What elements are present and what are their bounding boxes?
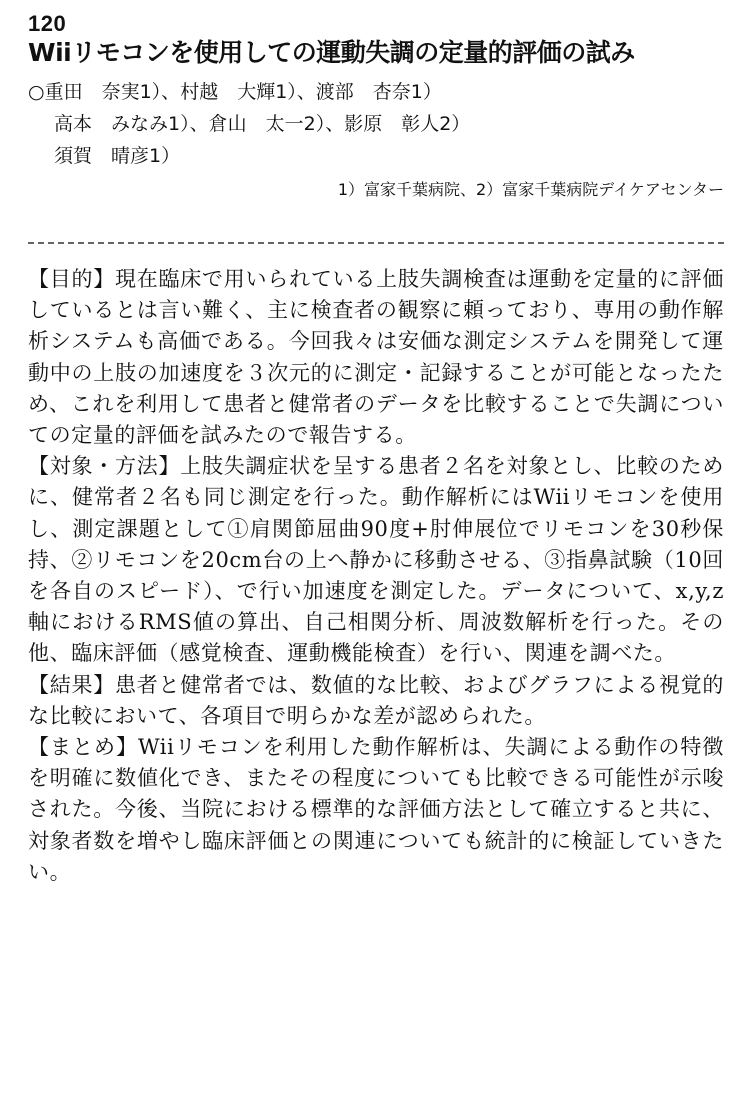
section-divider [28,242,724,244]
abstract-title: Wiiリモコンを使用しての運動失調の定量的評価の試み [28,38,635,67]
section-text: Wiiリモコンを利用した動作解析は、失調による動作の特徴を明確に数値化でき、またその程度についても比較できる可能性が示唆された。今後、当院における標準的な評価方法として確立すると共に、対象者数を増やし臨床評価との関連についても統計的に検証していきたい。 [28,735,725,884]
section-results [28,670,724,732]
section-text: 現在臨床で用いられている上肢失調検査は運動を定量的に評価しているとは言い難く、主に検査者の観察に頼っており、専用の動作解析システムも高価である。今回我々は安価な測定システムを開発して運動中の上肢の加速度を３次元的に測定・記録することが可能となったため、これを利用して患者と健常者のデータを比較することで失調についての定量的評価を試みたので報告する。 [28,267,724,448]
section-heading: 【結果】 [28,672,116,697]
abstract-body [28,264,724,888]
author-line-2: 高本 みなみ1）、倉山 太一2）、影原 彰人2） [54,113,471,135]
section-heading: 【まとめ】 [28,735,138,760]
abstract-page [28,12,724,888]
section-methods [28,451,724,669]
author-line-3 [28,140,724,172]
author-name: 高本 みなみ1） [54,113,190,135]
author-name: 影原 彰人2） [344,113,471,135]
author-name: 須賀 晴彦1） [54,145,181,167]
author-name: ○重田 奈実1） [28,81,162,103]
section-heading: 【対象・方法】 [28,454,181,479]
affiliation: 1）富家千葉病院、2）富家千葉病院デイケアセンター [337,180,724,199]
author-name: 村越 大輝1） [180,81,297,103]
section-text: 患者と健常者では、数値的な比較、およびグラフによる視覚的な比較において、各項目で明らかな差が認められた。 [28,672,724,728]
section-purpose [28,264,724,451]
author-name: 渡部 杏奈1） [315,81,442,103]
section-summary [28,732,724,888]
author-line-1: ○重田 奈実1）、村越 大輝1）、渡部 杏奈1） [28,81,442,103]
section-heading: 【目的】 [28,267,116,291]
author-list [28,76,724,172]
abstract-number: 120 [28,11,67,36]
section-text: 上肢失調症状を呈する患者２名を対象とし、比較のために、健常者２名も同じ測定を行った。動作解析にはWiiリモコンを使用し、測定課題として①肩関節屈曲90度+肘伸展位でリモコンを30秒保持、②リモコンを20cm台の上へ静かに移動させる、③指鼻試験（10回を各自のスピード）、で行い加速度を測定した。データについて、x,y,z軸におけるRMS値の算出、自己相関分析、周波数解析を行った。その他、臨床評価（感覚検査、運動機能検査）を行い、関連を調べた。 [28,454,725,666]
author-name: 倉山 太一2） [208,113,326,135]
